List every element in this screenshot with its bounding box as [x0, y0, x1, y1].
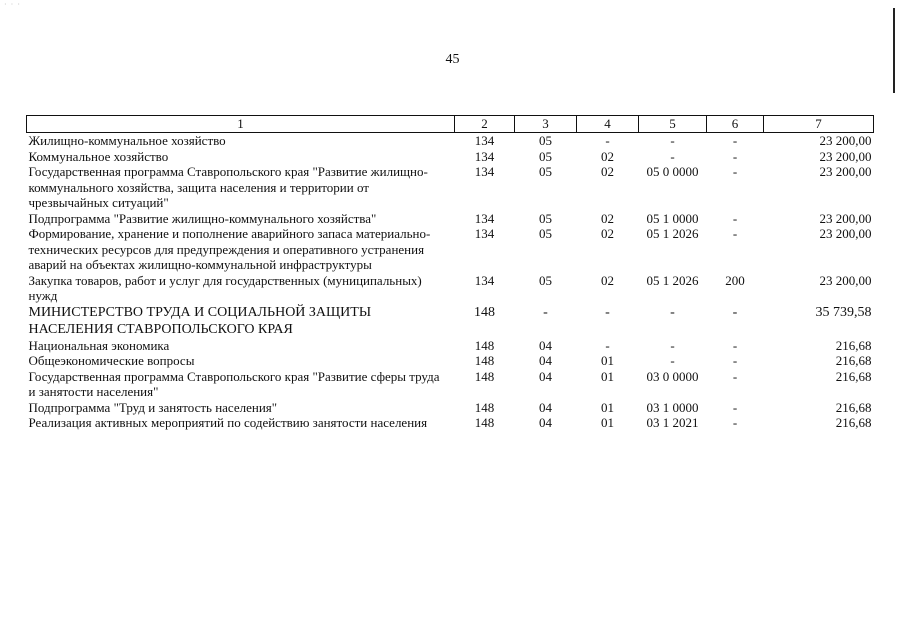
row-amount: 216,68 [835, 337, 872, 353]
row-name: Подпрограмма "Развитие жилищно-коммунального хозяйства" [28, 210, 377, 226]
row-target-article: 05 1 2026 [646, 272, 699, 288]
row-target-article: - [670, 133, 675, 148]
header-col-4: 4 [577, 116, 639, 133]
row-name: Национальная экономика [28, 337, 170, 353]
row-name: МИНИСТЕРСТВО ТРУДА И СОЦИАЛЬНОЙ ЗАЩИТЫ НАСЕЛЕНИЯ СТАВРОПОЛЬСКОГО КРАЯ [28, 304, 372, 337]
scan-artifact: · · · [4, 0, 21, 9]
row-expense-type: - [732, 368, 738, 384]
budget-table [26, 115, 874, 431]
row-expense-type: - [732, 164, 738, 179]
header-col-3: 3 [515, 116, 577, 133]
page-number: 45 [445, 52, 460, 67]
row-target-article: 05 0 0000 [646, 164, 699, 179]
margin-rule [893, 8, 895, 93]
row-amount: 23 200,00 [819, 133, 872, 148]
row-expense-type: - [732, 148, 738, 164]
table-row [27, 211, 874, 227]
row-ministry-code: 134 [474, 148, 495, 164]
row-amount: 23 200,00 [819, 164, 872, 179]
row-subsection: 01 [601, 353, 614, 368]
row-section: 04 [539, 415, 552, 430]
row-subsection: 02 [601, 210, 614, 226]
row-ministry-code: 148 [474, 304, 495, 320]
table-row [27, 415, 874, 431]
table-row [27, 133, 874, 149]
row-section: 04 [539, 368, 552, 384]
row-amount: 216,68 [835, 415, 872, 430]
row-amount: 23 200,00 [819, 210, 872, 226]
row-target-article: - [670, 304, 675, 320]
row-name: Формирование, хранение и пополнение аварийного запаса материально-технических ресурсов для предупреждения и оперативного устранения аварий на объектах жилищно-коммунальной инфраструктуры [28, 226, 431, 272]
table-row [27, 226, 874, 273]
row-subsection: - [605, 304, 610, 320]
table-row [27, 338, 874, 354]
row-section: 04 [539, 399, 552, 415]
row-section: 05 [539, 272, 552, 288]
row-name: Закупка товаров, работ и услуг для государственных (муниципальных) нужд [28, 272, 422, 303]
row-target-article: 03 0 0000 [646, 368, 699, 384]
row-amount: 23 200,00 [819, 226, 872, 241]
row-subsection: 01 [601, 399, 614, 415]
row-amount: 216,68 [835, 399, 872, 415]
row-subsection: 02 [601, 164, 614, 179]
row-name: Жилищно-коммунальное хозяйство [28, 133, 226, 148]
row-target-article: 05 1 2026 [646, 226, 699, 241]
row-subsection: 01 [601, 415, 614, 430]
row-ministry-code: 148 [474, 353, 495, 368]
row-name: Общеэкономические вопросы [28, 353, 195, 368]
table-header [27, 116, 874, 133]
row-subsection: 02 [601, 148, 614, 164]
row-target-article: 03 1 2021 [646, 415, 699, 430]
row-section: 05 [539, 164, 552, 179]
row-name: Государственная программа Ставропольского края "Развитие сферы труда и занятости населения" [28, 368, 440, 399]
row-section: - [543, 304, 548, 320]
row-target-article: - [670, 337, 675, 353]
row-expense-type: - [732, 226, 738, 241]
row-target-article: - [670, 353, 675, 368]
row-ministry-code: 134 [474, 133, 495, 148]
header-col-2: 2 [455, 116, 515, 133]
row-ministry-code: 148 [474, 415, 495, 430]
table-row [27, 273, 874, 304]
row-amount: 216,68 [835, 368, 872, 384]
row-expense-type: - [732, 133, 738, 148]
header-col-1: 1 [27, 116, 455, 133]
row-ministry-code: 134 [474, 272, 495, 288]
row-name: Государственная программа Ставропольского края "Развитие жилищно-коммунального хозяйства, защита населения и территории от чрезвычайных ситуаций" [28, 164, 428, 210]
row-subsection: 02 [601, 272, 614, 288]
table-row [27, 353, 874, 369]
row-target-article: - [670, 148, 675, 164]
row-amount: 23 200,00 [819, 148, 872, 164]
row-target-article: 03 1 0000 [646, 399, 699, 415]
table-row-ministry [27, 304, 874, 338]
row-section: 05 [539, 133, 552, 148]
header-col-6: 6 [707, 116, 764, 133]
row-ministry-code: 134 [474, 164, 495, 179]
row-ministry-code: 134 [474, 226, 495, 241]
row-target-article: 05 1 0000 [646, 210, 699, 226]
row-expense-type: - [732, 337, 738, 353]
row-section: 05 [539, 148, 552, 164]
row-amount: 23 200,00 [819, 272, 872, 288]
row-expense-type: 200 [725, 272, 745, 288]
table-row [27, 149, 874, 165]
row-expense-type: - [732, 353, 738, 368]
header-col-5: 5 [639, 116, 707, 133]
row-subsection: - [605, 133, 610, 148]
row-name: Реализация активных мероприятий по содействию занятости населения [28, 415, 428, 430]
table-row [27, 400, 874, 416]
row-ministry-code: 148 [474, 368, 495, 384]
row-section: 04 [539, 337, 552, 353]
row-ministry-code: 134 [474, 210, 495, 226]
row-name: Коммунальное хозяйство [28, 148, 169, 164]
row-expense-type: - [732, 399, 738, 415]
header-col-7: 7 [764, 116, 874, 133]
row-name: Подпрограмма "Труд и занятость населения" [28, 399, 278, 415]
row-section: 05 [539, 210, 552, 226]
row-amount: 216,68 [835, 353, 872, 368]
row-subsection: 02 [601, 226, 614, 241]
row-section: 04 [539, 353, 552, 368]
row-ministry-code: 148 [474, 337, 495, 353]
row-subsection: 01 [601, 368, 614, 384]
row-expense-type: - [732, 210, 738, 226]
row-section: 05 [539, 226, 552, 241]
row-expense-type: - [732, 304, 738, 320]
table-row [27, 369, 874, 400]
row-subsection: - [605, 337, 610, 353]
row-amount: 35 739,58 [815, 304, 872, 320]
table-row [27, 164, 874, 211]
row-ministry-code: 148 [474, 399, 495, 415]
row-expense-type: - [732, 415, 738, 430]
